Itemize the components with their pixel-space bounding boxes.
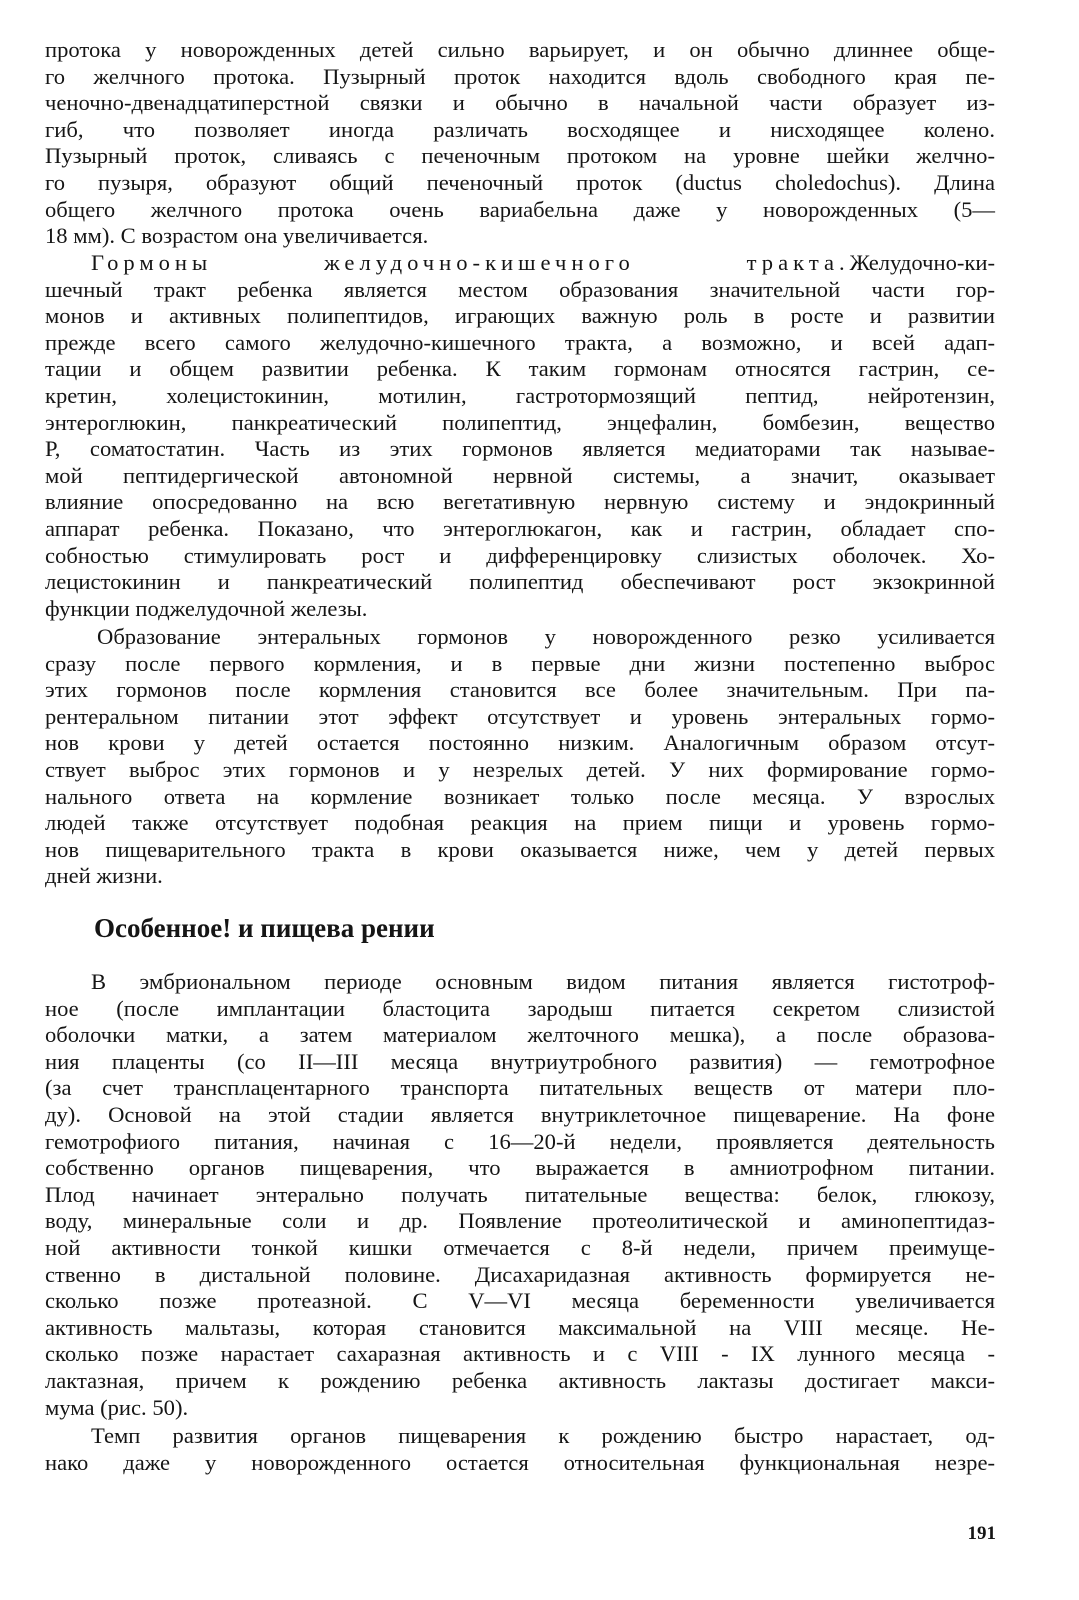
text-line: этих гормонов после кормления становится все более значительным. При па- xyxy=(45,677,995,703)
text-line: шечный тракт ребенка является местом образования значительной части гор- xyxy=(45,276,995,302)
text-line: кретин, холецистокинин, мотилин, гастротормозящий пептид, нейротензин, xyxy=(45,382,995,408)
text-line: сколько позже нарастает сахаразная активность и с VIII - IX лунного месяца - xyxy=(45,1341,995,1367)
text-line: монов и активных полипептидов, играющих важную роль в росте и развитии xyxy=(45,303,995,329)
section-heading: Особенное! и пищева рении xyxy=(94,913,435,943)
text-line: (за счет трансплацентарного транспорта питательных веществ от матери пло- xyxy=(45,1075,995,1101)
text-line: гиб, что позволяет иногда различать восходящее и нисходящее колено. xyxy=(45,116,995,142)
text-line: дней жизни. xyxy=(45,863,163,889)
text-line: энтероглюкин, панкреатический полипептид, энцефалин, бомбезин, вещество xyxy=(45,409,995,435)
text-line: рентеральном питании этот эффект отсутствует и уровень энтеральных гормо- xyxy=(45,703,995,729)
paragraph-bile-duct xyxy=(45,37,995,250)
text-line: ственно в дистальной половине. Дисахаридазная активность формируется не- xyxy=(45,1261,995,1287)
text-line: общего желчного протока очень вариабельна даже у новорожденных (5— xyxy=(45,196,995,222)
text-line: оболочки матки, а затем материалом желточного мешка), а после образова- xyxy=(45,1022,995,1048)
text-line: собственно органов пищеварения, что выражается в амниотрофном питании. xyxy=(45,1155,995,1181)
text-line: ченочно-двенадцатиперстной связки и обычно в начальной части образует из- xyxy=(45,90,995,116)
text-line: функции поджелудочной железы. xyxy=(45,595,368,621)
text-line: тации и общем развитии ребенка. К таким гормонам относятся гастрин, се- xyxy=(45,356,995,382)
text-line: Плод начинает энтерально получать питательные вещества: белок, глюкозу, xyxy=(45,1181,995,1207)
text-line: протока у новорожденных детей сильно варьирует, и он обычно длиннее обще- xyxy=(45,37,995,62)
text-line: лактазная, причем к рождению ребенка активность лактазы достигает макси- xyxy=(45,1367,995,1393)
paragraph-development-tempo xyxy=(45,1423,995,1476)
text-line: ное (после имплантации бластоцита зародыш питается секретом слизистой xyxy=(45,995,995,1021)
text-line: сколько позже протеазной. С V—VI месяца беременности увеличивается xyxy=(45,1288,995,1314)
text-line-lead xyxy=(45,250,995,277)
text-line: воду, минеральные соли и др. Появление протеолитической и аминопептидаз- xyxy=(45,1208,995,1234)
text-line: го желчного протока. Пузырный проток находится вдоль свободного края пе- xyxy=(45,63,995,89)
paragraph-gi-hormones xyxy=(45,250,995,622)
paragraph-enteral-hormones xyxy=(45,624,995,890)
lead-text: Желудочно-ки- xyxy=(849,250,995,275)
text-line: Пузырный проток, сливаясь с печеночным протоком на уровне шейки желчно- xyxy=(45,143,995,169)
text-line: нального ответа на кормление возникает только после месяца. У взрослых xyxy=(45,783,995,809)
text-line: сразу после первого кормления, и в первые дни жизни постепенно выброс xyxy=(45,650,995,676)
text-line: ной активности тонкой кишки отмечается с 8-й недели, причем преимуще- xyxy=(45,1234,995,1260)
run-in-heading: Гормоны желудочно-кишечного тракта. xyxy=(91,250,850,275)
text-line: влияние опосредованно на всю вегетативную нервную систему и эндокринный xyxy=(45,489,995,515)
text-line: ствует выброс этих гормонов и у незрелых детей. У них формирование гормо- xyxy=(45,756,995,782)
text-line: нако даже у новорожденного остается относительная функциональная незре- xyxy=(45,1449,995,1475)
text-line: собностью стимулировать рост и дифференцировку слизистых оболочек. Хо- xyxy=(45,542,995,568)
text-line: активность мальтазы, которая становится максимальной на VIII месяце. Не- xyxy=(45,1314,995,1340)
paragraph-embryonic-nutrition xyxy=(45,969,995,1421)
text-line: Р, соматостатин. Часть из этих гормонов является медиаторами так называе- xyxy=(45,436,995,462)
text-line: аппарат ребенка. Показано, что энтероглюкагон, как и гастрин, обладает спо- xyxy=(45,515,995,541)
page-number: 191 xyxy=(967,1523,996,1544)
text-line: ду). Основой на этой стадии является внутриклеточное пищеварение. На фоне xyxy=(45,1101,995,1127)
text-line: Темп развития органов пищеварения к рождению быстро нарастает, од- xyxy=(91,1423,995,1448)
text-line: мума (рис. 50). xyxy=(45,1394,189,1420)
text-line: нов пищеварительного тракта в крови оказывается ниже, чем у детей первых xyxy=(45,836,995,862)
text-line: лецистокинин и панкреатический полипептид обеспечивают рост экзокринной xyxy=(45,569,995,595)
text-line: прежде всего самого желудочно-кишечного тракта, а возможно, и всей адап- xyxy=(45,329,995,355)
text-line: 18 мм). С возрастом она увеличивается. xyxy=(45,223,429,249)
text-line: людей также отсутствует подобная реакция на прием пищи и уровень гормо- xyxy=(45,810,995,836)
text-line: го пузыря, образуют общий печеночный проток (ductus choledochus). Длина xyxy=(45,169,995,195)
text-line: В эмбриональном периоде основным видом питания является гистотроф- xyxy=(91,969,995,994)
text-line: гемотрофиого питания, начиная с 16—20-й недели, проявляется деятельность xyxy=(45,1128,995,1154)
text-line: ния плаценты (со II—III месяца внутриутробного развития) — гемотрофное xyxy=(45,1048,995,1074)
text-line: Образование энтеральных гормонов у новорожденного резко усиливается xyxy=(97,624,995,649)
text-line: мой пептидергической автономной нервной системы, а значит, оказывает xyxy=(45,462,995,488)
text-line: нов крови у детей остается постоянно низким. Аналогичным образом отсут- xyxy=(45,730,995,756)
